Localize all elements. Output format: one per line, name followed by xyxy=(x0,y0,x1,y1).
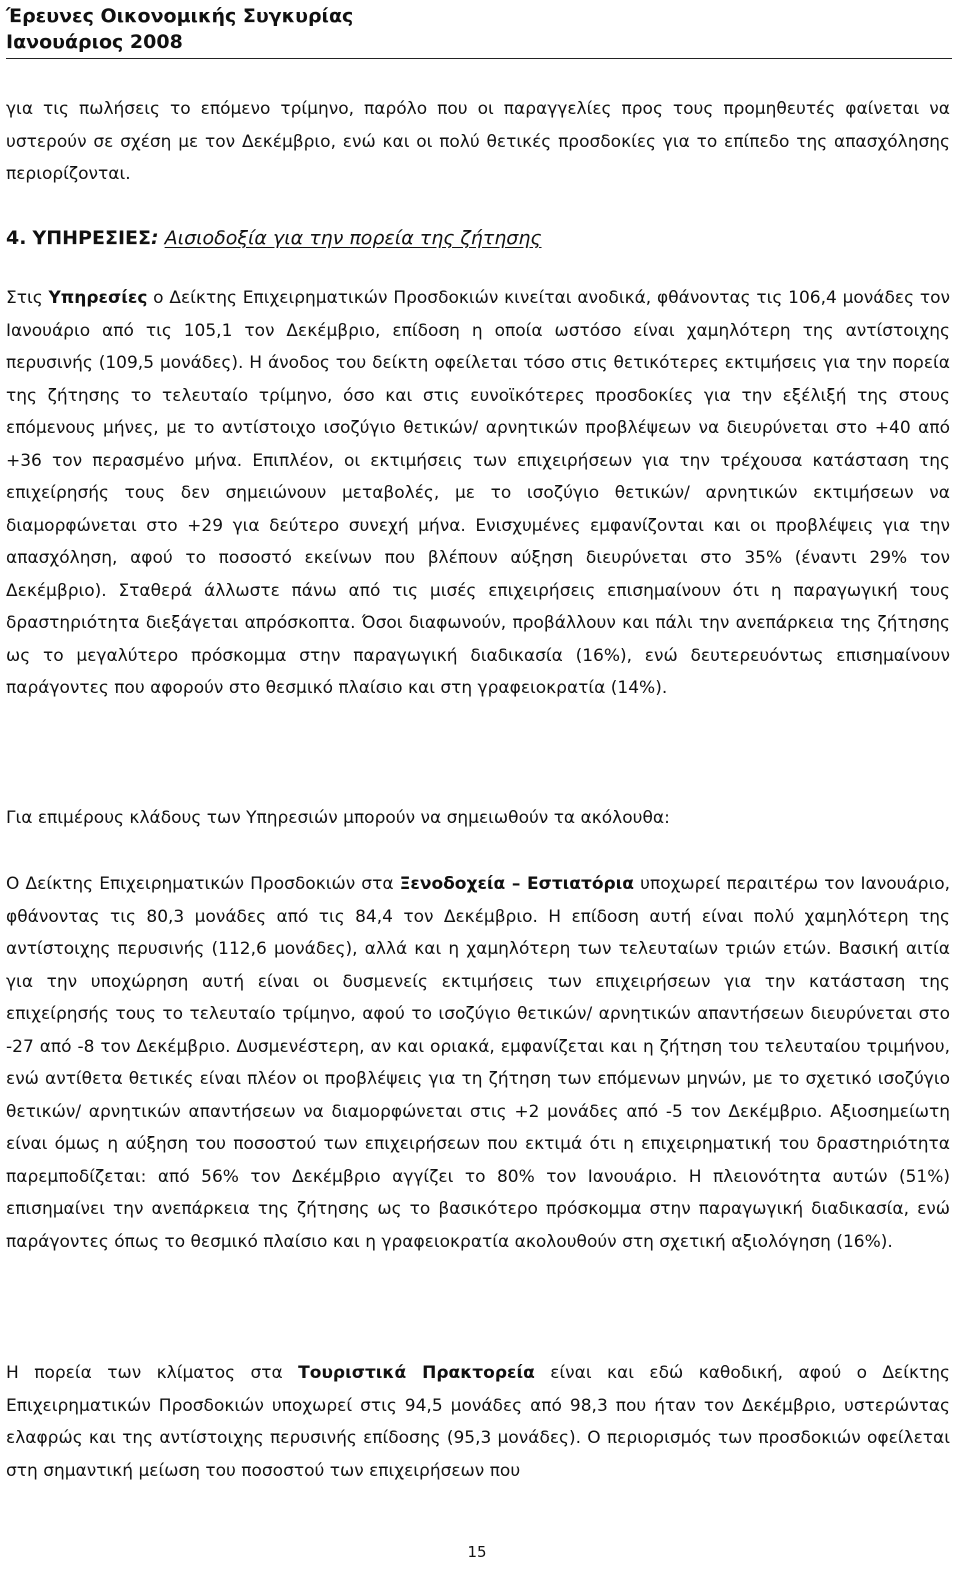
section-title: ΥΠΗΡΕΣΙΕΣ xyxy=(32,227,151,249)
subsectors-intro-paragraph xyxy=(6,802,950,835)
hotels-text: υποχωρεί περαιτέρω τον Ιανουάριο, φθάνοντας τις 80,3 μονάδες από τις 84,4 τον Δεκέμβριο. Η επίδοση αυτή είναι πολύ χαμηλότερη της αντίστοιχης περυσινής (112,6 μονάδες), αλλά και η χαμηλότερη των τελευταίων τριών ετών. Βασική αιτία για την υποχώρηση αυτή είναι οι δυσμενείς εκτιμήσεις των επιχειρήσεων για την κατάσταση της επιχείρησής τους το τελευταίο τρίμηνο, αφού το ισοζύγιο θετικών/ αρνητικών απαντήσεων διευρύνεται στο -27 από -8 τον Δεκέμβριο. Δυσμενέστερη, αν και οριακά, εμφανίζεται και η ζήτηση του τελευταίου τριμήνου, ενώ αντίθετα θετικές είναι πλέον οι προβλέψεις για τη ζήτηση των επόμενων μηνών, με το σχετικό ισοζύγιο θετικών/ αρνητικών απαντήσεων να διαμορφώνεται στις +2 μονάδες από -5 τον Δεκέμβριο. Αξιοσημείωτη είναι όμως η αύξηση του ποσοστού των επιχειρήσεων που εκτιμά ότι η επιχειρηματική του δραστηριότητα παρεμποδίζεται: από 56% τον Δεκέμβριο αγγίζει το 80% τον Ιανουάριο. Η πλειονότητα αυτών (51%) επισημαίνει την ανεπάρκεια της ζήτησης ως το βασικότερο πρόσκομμα στην παραγωγική διαδικασία, ενώ παράγοντες όπως το θεσμικό πλαίσιο και η γραφειοκρατία ακολουθούν στη σχετική αξιολόγηση (16%). xyxy=(6,874,951,1252)
page-number: 15 xyxy=(467,1543,487,1561)
hotels-paragraph xyxy=(6,868,950,1258)
hotels-lead: Ο Δείκτης Επιχειρηματικών Προσδοκιών στα xyxy=(6,874,400,894)
header-divider xyxy=(6,58,952,59)
section-subtitle: Αισιοδοξία για την πορεία της ζήτησης xyxy=(164,227,542,249)
subsectors-intro-text: Για επιμέρους κλάδους των Υπηρεσιών μπορούν να σημειωθούν τα ακόλουθα: xyxy=(6,808,670,828)
intro-paragraph xyxy=(6,93,950,191)
travel-agencies-paragraph xyxy=(6,1357,950,1487)
services-text: ο Δείκτης Επιχειρηματικών Προσδοκιών κινείται ανοδικά, φθάνοντας τις 106,4 μονάδες τον Ιανουάριο από τις 105,1 τον Δεκέμβριο, επίδοση η οποία ωστόσο είναι χαμηλότερη της αντίστοιχης περυσινής (109,5 μονάδες). Η άνοδος του δείκτη οφείλεται τόσο στις θετικότερες εκτιμήσεις για την πορεία της ζήτησης το τελευταίο τρίμηνο, όσο και στις ευνοϊκότερες προσδοκίες για την εξέλιξή της στους επόμενους μήνες, με το αντίστοιχο ισοζύγιο θετικών/ αρνητικών προβλέψεων να διευρύνεται στο +40 από +36 τον περασμένο μήνα. Επιπλέον, οι εκτιμήσεις των επιχειρήσεων για την τρέχουσα κατάσταση της επιχείρησής τους δεν σημειώνουν μεταβολές, με το ισοζύγιο θετικών/ αρνητικών εκτιμήσεων να διαμορφώνεται στο +29 για δεύτερο συνεχή μήνα. Ενισχυμένες εμφανίζονται και οι προβλέψεις για την απασχόληση, αφού το ποσοστό εκείνων που βλέπουν αύξηση διευρύνεται στο 35% (έναντι 29% τον Δεκέμβριο). Σταθερά άλλωστε πάνω από τις μισές επιχειρήσεις επισημαίνουν ότι η παραγωγική τους δραστηριότητα διεξάγεται απρόσκοπτα. Όσοι διαφωνούν, προβάλλουν και πάλι την ανεπάρκεια της ζήτησης ως το μεγαλύτερο πρόσκομμα στην παραγωγική διαδικασία (16%), ενώ δευτερευόντως επισημαίνουν παράγοντες που αφορούν στο θεσμικό πλαίσιο και στη γραφειοκρατία (14%). xyxy=(6,288,950,698)
hotels-bold-term: Ξενοδοχεία – Εστιατόρια xyxy=(399,874,634,894)
intro-text: για τις πωλήσεις το επόμενο τρίμηνο, παρόλο που οι παραγγελίες προς τους προμηθευτές φαίνεται να υστερούν σε σχέση με τον Δεκέμβριο, ενώ και οι πολύ θετικές προσδοκίες για το επίπεδο της απασχόλησης περιορίζονται. xyxy=(6,99,950,184)
services-bold-term: Υπηρεσίες xyxy=(48,288,148,308)
section-separator: : xyxy=(150,227,159,249)
travel-agencies-text: είναι και εδώ καθοδική, αφού ο Δείκτης Επιχειρηματικών Προσδοκιών υποχωρεί στις 94,5 μονάδες από 98,3 που ήταν τον Δεκέμβριο, υστερώντας ελαφρώς και της αντίστοιχης περυσινής επίδοσης (95,3 μονάδες). Ο περιορισμός των προσδοκιών οφείλεται στη σημαντική μείωση του ποσοστού των επιχειρήσεων που xyxy=(6,1363,950,1481)
travel-agencies-bold-term: Τουριστικά Πρακτορεία xyxy=(298,1363,535,1383)
running-header xyxy=(6,3,954,55)
header-date: Ιανουάριος 2008 xyxy=(6,31,183,53)
travel-agencies-lead: Η πορεία των κλίματος στα xyxy=(6,1363,299,1383)
services-lead: Στις xyxy=(6,288,49,308)
services-paragraph xyxy=(6,282,950,705)
section-heading xyxy=(6,222,950,254)
section-number: 4. xyxy=(6,227,27,249)
header-title: Έρευνες Οικονομικής Συγκυρίας xyxy=(6,5,354,27)
